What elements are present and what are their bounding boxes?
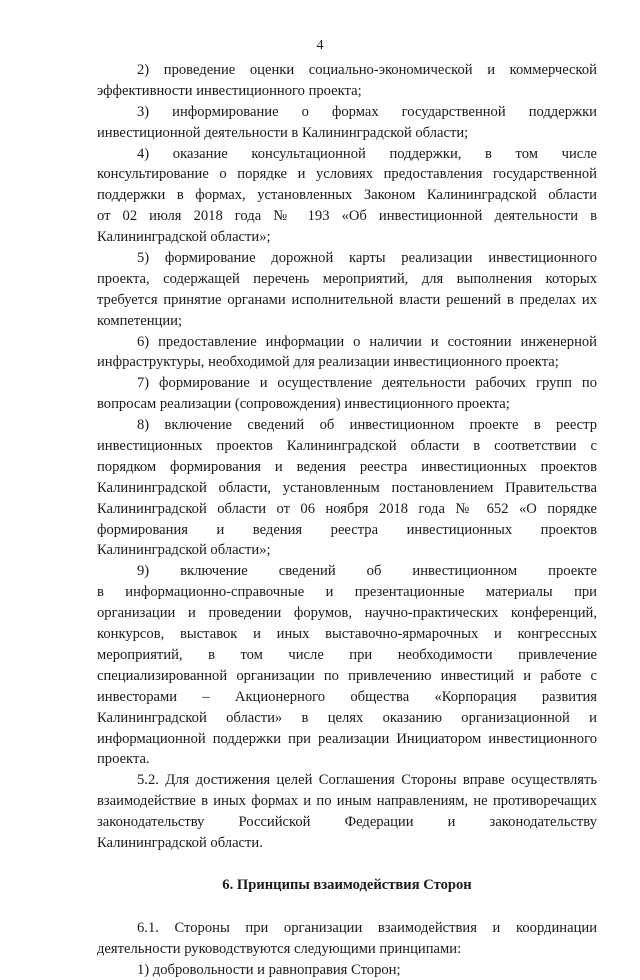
text-line: 7) формирование и осуществление деятельности рабочих групп по bbox=[137, 375, 597, 392]
text-line: Калининградской области»; bbox=[97, 229, 271, 246]
paragraph bbox=[97, 373, 597, 415]
text-line: конкурсов, выставок и иных выставочно-ярмарочных и конгрессных bbox=[97, 626, 597, 643]
text-line: 5.2. Для достижения целей Соглашения Стороны вправе осуществлять bbox=[137, 772, 597, 789]
text-line: инвесторами – Акционерного общества «Корпорация развития bbox=[97, 688, 597, 705]
text-line: Калининградской области. bbox=[97, 834, 263, 851]
paragraph bbox=[97, 332, 597, 374]
paragraph bbox=[97, 60, 597, 102]
paragraph bbox=[97, 770, 597, 854]
text-line: инфраструктуры, необходимой для реализации инвестиционного проекта; bbox=[97, 354, 559, 371]
text-line: Калининградской области от 06 ноября 2018 года № 652 «О порядке bbox=[97, 500, 597, 517]
text-line: порядком формирования и ведения реестра инвестиционных проектов bbox=[97, 458, 597, 475]
text-line: 9) включение сведений об инвестиционном проекте bbox=[137, 563, 597, 580]
text-line: специализированной организации по привлечению инвестиций и работе с bbox=[97, 667, 597, 684]
text-line: 1) добровольности и равноправия Сторон; bbox=[137, 961, 401, 978]
text-line: формирования и ведения реестра инвестиционных проектов bbox=[97, 521, 597, 538]
text-line: мероприятий, в том числе при необходимости привлечение bbox=[97, 646, 597, 663]
text-line: Калининградской области, установленным постановлением Правительства bbox=[97, 479, 597, 496]
paragraph bbox=[97, 918, 597, 960]
text-line: требуется принятие органами исполнительной власти решений в пределах их bbox=[97, 291, 597, 308]
text-line: 5) формирование дорожной карты реализации инвестиционного bbox=[137, 250, 597, 267]
text-line: 6.1. Стороны при организации взаимодействия и координации bbox=[137, 919, 597, 936]
text-line: взаимодействие в иных формах и по иным направлениям, не противоречащих bbox=[97, 793, 597, 810]
text-line: организации и проведении форумов, научно-практических конференций, bbox=[97, 605, 597, 622]
text-line: 4) оказание консультационной поддержки, в том числе bbox=[137, 145, 597, 162]
text-line: проекта. bbox=[97, 751, 150, 768]
section-6-paragraphs bbox=[97, 918, 597, 980]
document-text bbox=[97, 60, 597, 980]
text-line: инвестиционной деятельности в Калининградской области; bbox=[97, 124, 469, 141]
text-line: поддержки в формах, установленных Законом Калининградской области bbox=[97, 187, 597, 204]
text-line: в информационно-справочные и презентационные материалы при bbox=[97, 584, 597, 601]
text-line: 2) проведение оценки социально-экономической и коммерческой bbox=[137, 62, 597, 78]
paragraph bbox=[97, 415, 597, 561]
text-line: информационной поддержки при реализации Инициатором инвестиционного bbox=[97, 730, 597, 747]
paragraph bbox=[97, 144, 597, 248]
text-line: вопросам реализации (сопровождения) инвестиционного проекта; bbox=[97, 396, 510, 413]
paragraph bbox=[97, 561, 597, 770]
page-number: 4 bbox=[316, 38, 324, 53]
section-6-heading: 6. Принципы взаимодействия Сторон bbox=[222, 876, 472, 893]
text-line: деятельности руководствуются следующими принципами: bbox=[97, 940, 462, 957]
paragraph bbox=[97, 960, 597, 980]
text-line: 6) предоставление информации о наличии и состоянии инженерной bbox=[137, 333, 597, 350]
text-line: Калининградской области»; bbox=[97, 542, 271, 559]
paragraph bbox=[97, 102, 597, 144]
text-line: инвестиционных проектов Калининградской области в соответствии с bbox=[97, 438, 597, 455]
text-line: эффективности инвестиционного проекта; bbox=[97, 82, 362, 99]
text-line: законодательству Российской Федерации и законодательству bbox=[97, 814, 597, 831]
text-line: проекта, содержащей перечень мероприятий, для выполнения которых bbox=[97, 270, 597, 287]
section-5-paragraphs bbox=[97, 60, 597, 854]
text-line: Калининградской области» в целях оказанию организационной и bbox=[97, 709, 597, 726]
text-line: компетенции; bbox=[97, 312, 183, 329]
text-line: консультирование о порядке и условиях предоставления государственной bbox=[97, 166, 597, 183]
text-line: 8) включение сведений об инвестиционном проекте в реестр bbox=[137, 417, 597, 434]
paragraph bbox=[97, 248, 597, 332]
text-line: 3) информирование о формах государственной поддержки bbox=[137, 103, 597, 120]
text-line: от 02 июля 2018 года № 193 «Об инвестиционной деятельности в bbox=[97, 208, 597, 225]
